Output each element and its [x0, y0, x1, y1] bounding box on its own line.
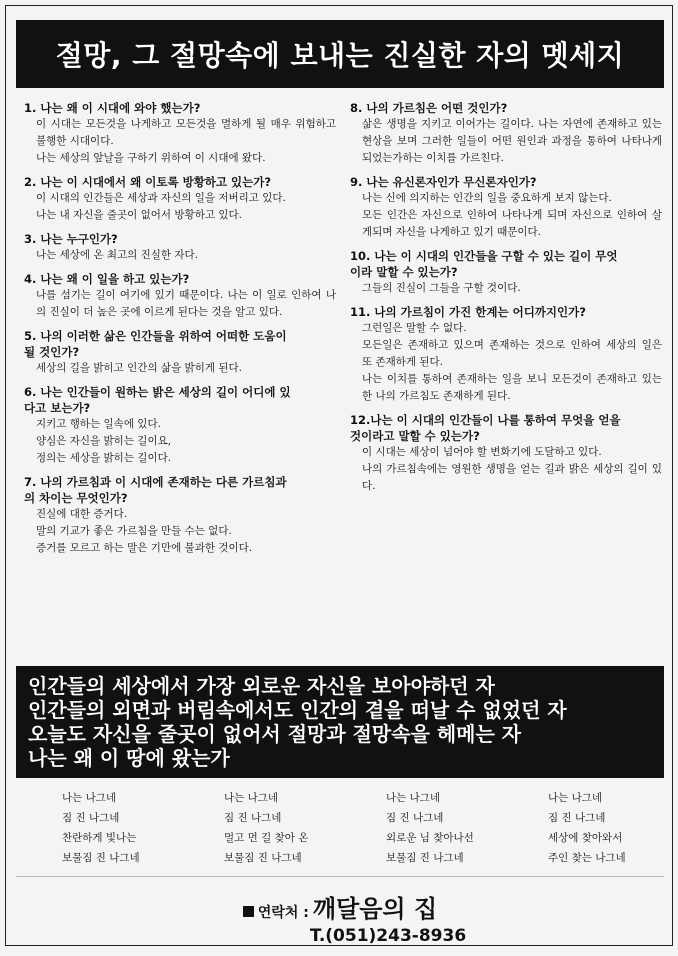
qa-item	[24, 174, 336, 224]
contact-label: 연락처 :	[257, 905, 309, 921]
poem-line: 멀고 먼 길 찾아 온	[224, 832, 309, 844]
qa-item	[24, 384, 336, 467]
phone-number: T.(051)243-8936	[309, 926, 467, 946]
question-heading: 9. 나는 유신론자인가 무신론자인가?	[350, 175, 537, 189]
qa-item	[350, 304, 662, 405]
answer-text: 삶은 생명을 지키고 이어가는 길이다. 나는 자연에 존재하고 있는 현상을 보며 그러한 일들이 어떤 원인과 과정을 통하여 나타나게 되었는가하는 이치를 가르친다.	[362, 118, 662, 164]
contact-block	[16, 876, 664, 946]
answer-text: 모든 인간은 자신으로 인하여 나타나게 되며 자신으로 인하여 살게되며 자신을 나게하고 있기 때문이다.	[362, 209, 662, 238]
question-heading: 4. 나는 왜 이 일을 하고 있는가?	[24, 272, 190, 286]
answer-text: 나는 세상의 앞날을 구하기 위하여 이 시대에 왔다.	[36, 152, 266, 164]
poem-line: 찬란하게 빛나는	[62, 832, 137, 844]
answer-text: 나를 섬기는 길이 여기에 있기 때문이다. 나는 이 일로 인하여 나의 진실이 더 높은 곳에 이르게 된다는 것을 알고 있다.	[36, 289, 336, 318]
poems	[16, 788, 664, 868]
banner-line: 인간들의 외면과 버림속에서도 인간의 곁을 떠날 수 없었던 자	[28, 698, 567, 722]
question-heading: 6. 나는 인간들이 원하는 밝은 세상의 길이 어디에 있 다고 보는가?	[24, 385, 291, 415]
page-title: 절망, 그 절망속에 보내는 진실한 자의 멧세지	[16, 20, 664, 88]
poem-line: 외로운 님 찾아나선	[386, 832, 474, 844]
poem-line: 보물짐 진 나그네	[224, 852, 302, 864]
poem	[16, 788, 178, 868]
poem	[178, 788, 340, 868]
square-bullet-icon	[243, 906, 254, 917]
poem-line: 짐 진 나그네	[548, 812, 606, 824]
answer-text: 모든일은 존재하고 있으며 존재하는 것으로 인하여 세상의 일은 또 존재하게 된다.	[362, 339, 662, 368]
question-heading: 8. 나의 가르침은 어떤 것인가?	[350, 101, 508, 115]
answer-text: 정의는 세상을 밝히는 길이다.	[36, 452, 172, 464]
poem-line: 짐 진 나그네	[224, 812, 282, 824]
poem-line: 보물짐 진 나그네	[386, 852, 464, 864]
poem-line: 나는 나그네	[386, 792, 441, 804]
banner-line: 오늘도 자신을 줄곳이 없어서 절망과 절망속을 헤메는 자	[28, 722, 522, 746]
answer-text: 나의 가르침속에는 영원한 생명을 얻는 길과 밝은 세상의 길이 있다.	[362, 463, 662, 492]
answer-text: 나는 세상에 온 최고의 진실한 자다.	[36, 249, 199, 261]
poem-line: 짐 진 나그네	[386, 812, 444, 824]
poem-line: 나는 나그네	[224, 792, 279, 804]
question-heading: 7. 나의 가르침과 이 시대에 존재하는 다른 가르침과 의 차이는 무엇인가?	[24, 475, 287, 505]
poem-line: 세상에 찾아와서	[548, 832, 623, 844]
answer-text: 이 시대의 인간들은 세상과 자신의 일을 저버리고 있다.	[36, 192, 286, 204]
answer-text: 증거를 모르고 하는 말은 기만에 불과한 것이다.	[36, 542, 253, 554]
answer-text: 지키고 행하는 일속에 있다.	[36, 418, 161, 430]
banner-line: 나는 왜 이 땅에 왔는가	[28, 746, 230, 770]
poem	[502, 788, 664, 868]
answer-text: 세상의 길을 밝히고 인간의 삶을 밝히게 된다.	[36, 362, 242, 374]
flyer-page	[5, 5, 673, 946]
poem-line: 짐 진 나그네	[62, 812, 120, 824]
answer-text: 그런일은 말할 수 없다.	[362, 322, 467, 334]
poem	[340, 788, 502, 868]
answer-text: 나는 신에 의지하는 인간의 일을 중요하게 보지 않는다.	[362, 192, 612, 204]
qa-item	[24, 231, 336, 264]
answer-text: 진실에 대한 증거다.	[36, 508, 128, 520]
poem-line: 보물짐 진 나그네	[62, 852, 140, 864]
poem-line: 나는 나그네	[548, 792, 603, 804]
question-heading: 5. 나의 이러한 삶은 인간들을 위하여 어떠한 도움이 될 것인가?	[24, 329, 287, 359]
banner	[16, 666, 664, 778]
question-heading: 11. 나의 가르침이 가진 한계는 어디까지인가?	[350, 305, 586, 319]
answer-text: 양심은 자신을 밝히는 길이요,	[36, 435, 172, 447]
qa-item	[350, 100, 662, 167]
qa-item	[24, 474, 336, 557]
question-heading: 12.나는 이 시대의 인간들이 나를 통하여 무엇을 얻을 것이라고 말할 수 있는가?	[350, 413, 621, 443]
answer-text: 나는 내 자신을 줄곳이 없어서 방황하고 있다.	[36, 209, 242, 221]
qa-item	[350, 174, 662, 241]
poem-line: 주인 찾는 나그네	[548, 852, 626, 864]
qa-column-left	[24, 100, 336, 564]
qa-item	[24, 100, 336, 167]
question-heading: 10. 나는 이 시대의 인간들을 구할 수 있는 길이 무엇 이라 말할 수 있는가?	[350, 249, 618, 279]
question-heading: 3. 나는 누구인가?	[24, 232, 118, 246]
qa-item	[24, 271, 336, 321]
qa-column-right	[350, 100, 662, 502]
org-name: 깨달음의 집	[312, 895, 438, 923]
qa-item	[350, 412, 662, 495]
answer-text: 말의 기교가 좋은 가르침을 만들 수는 없다.	[36, 525, 232, 537]
answer-text: 이 시대는 모든것을 나게하고 모든것을 멸하게 될 매우 위험하고 불행한 시대이다.	[36, 118, 336, 147]
answer-text: 이 시대는 세상이 넘어야 할 변화기에 도달하고 있다.	[362, 446, 602, 458]
qa-item	[24, 328, 336, 377]
question-heading: 2. 나는 이 시대에서 왜 이토록 방황하고 있는가?	[24, 175, 272, 189]
question-heading: 1. 나는 왜 이 시대에 와야 했는가?	[24, 101, 201, 115]
poem-line: 나는 나그네	[62, 792, 117, 804]
answer-text: 그들의 진실이 그들을 구할 것이다.	[362, 282, 521, 294]
qa-item	[350, 248, 662, 297]
answer-text: 나는 이치를 통하여 존재하는 일을 보니 모든것이 존재하고 있는 한 나의 가르침도 존재하게 된다.	[362, 373, 662, 402]
banner-line: 인간들의 세상에서 가장 외로운 자신을 보아야하던 자	[28, 674, 495, 698]
